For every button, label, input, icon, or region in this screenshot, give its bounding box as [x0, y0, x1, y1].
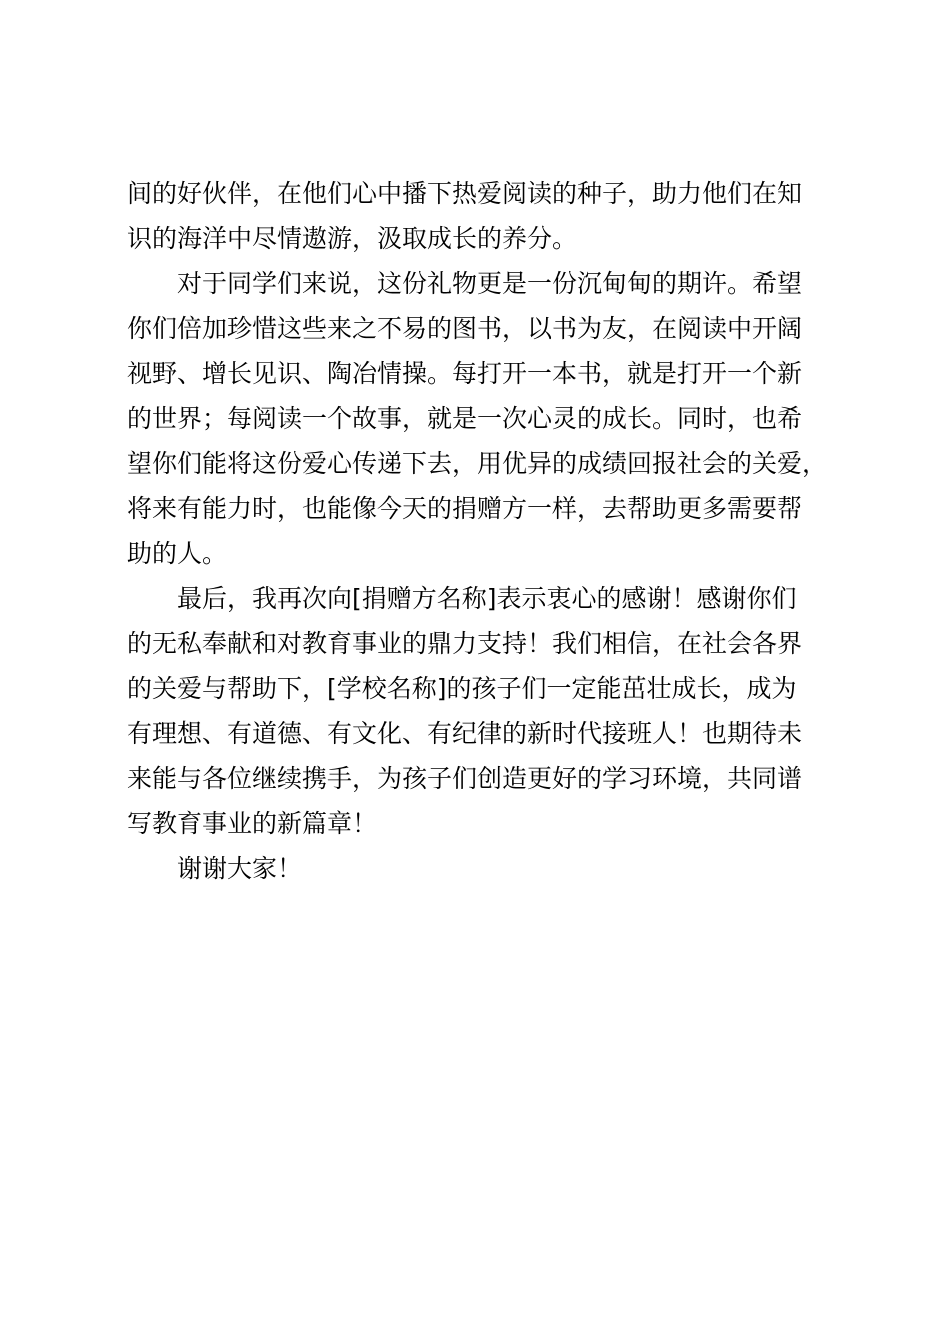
text-line: 写教育事业的新篇章！	[127, 809, 378, 838]
text-line: 来能与各位继续携手，为孩子们创造更好的学习环境，共同谱	[127, 764, 803, 793]
paragraph-start-line: 最后，我再次向[捐赠方名称]表示衷心的感谢！感谢你们	[177, 584, 797, 613]
paragraph-start-line: 对于同学们来说，这份礼物更是一份沉甸甸的期许。希望	[177, 269, 803, 298]
text-line: 助的人。	[127, 539, 228, 568]
text-line: 的关爱与帮助下，[学校名称]的孩子们一定能茁壮成长，成为	[127, 674, 797, 703]
text-line: 有理想、有道德、有文化、有纪律的新时代接班人！也期待未	[127, 719, 803, 748]
text-line: 望你们能将这份爱心传递下去，用优异的成绩回报社会的关爱，	[127, 449, 828, 478]
text-line: 的世界；每阅读一个故事，就是一次心灵的成长。同时，也希	[127, 404, 803, 433]
text-line: 视野、增长见识、陶冶情操。每打开一本书，就是打开一个新	[127, 359, 803, 388]
text-line: 的无私奉献和对教育事业的鼎力支持！我们相信，在社会各界	[127, 629, 803, 658]
document-body	[127, 171, 837, 891]
text-line: 将来有能力时，也能像今天的捐赠方一样，去帮助更多需要帮	[127, 494, 803, 523]
closing-line: 谢谢大家！	[177, 854, 303, 883]
text-line: 间的好伙伴，在他们心中播下热爱阅读的种子，助力他们在知	[127, 179, 803, 208]
text-line: 你们倍加珍惜这些来之不易的图书，以书为友，在阅读中开阔	[127, 314, 803, 343]
text-line: 识的海洋中尽情遨游，汲取成长的养分。	[127, 224, 578, 253]
